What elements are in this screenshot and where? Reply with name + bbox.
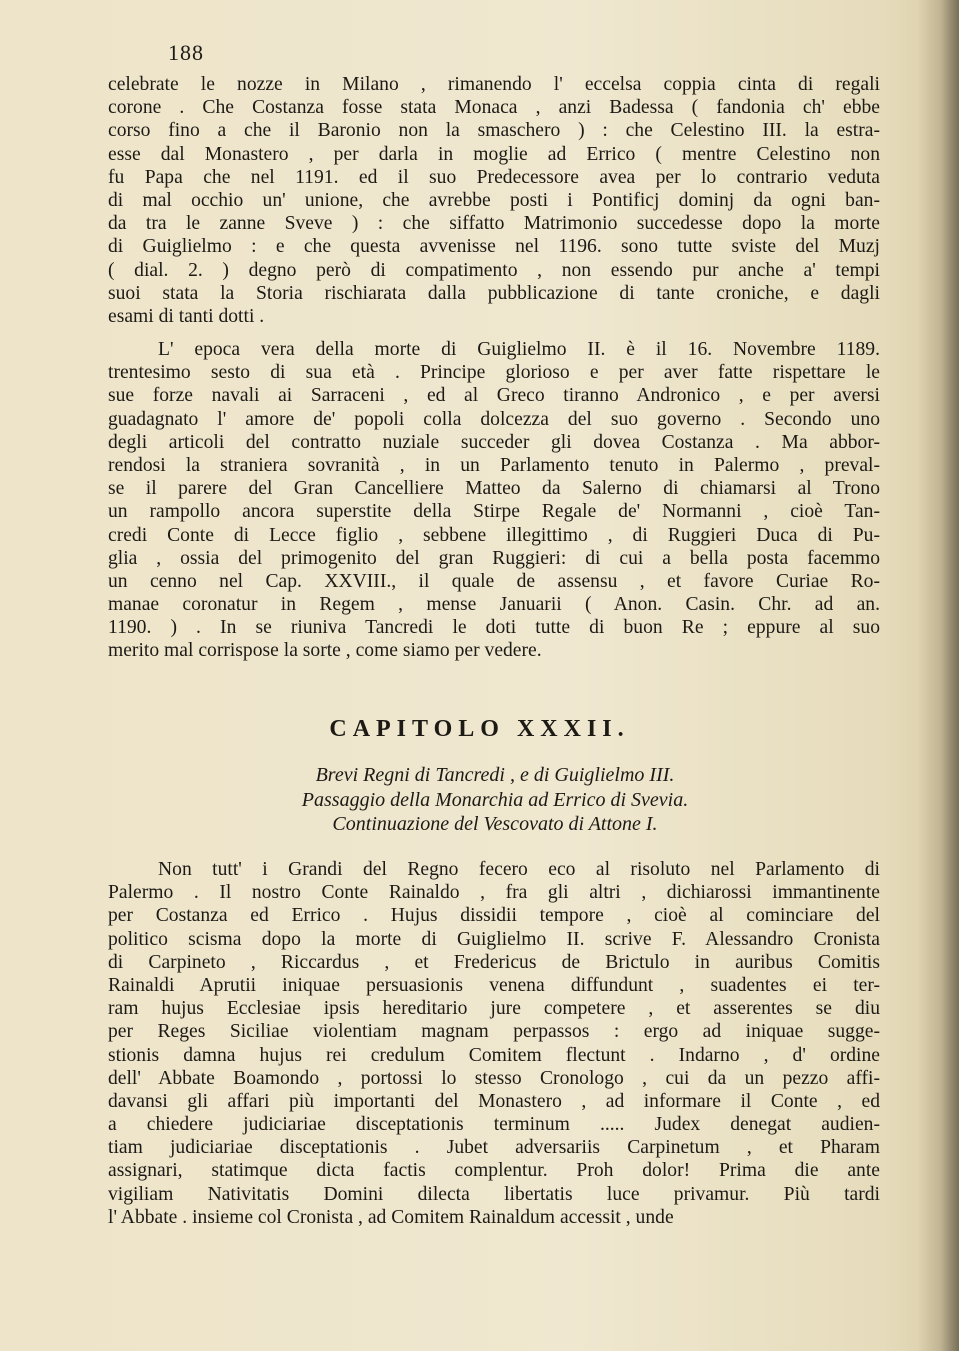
text-line: esse dal Monastero , per darla in moglie ad Errico ( mentre Celestino non <box>108 143 880 165</box>
text-line: trentesimo sesto di sua età . Principe glorioso e per aver fatte rispettare le <box>108 362 880 384</box>
subtitle-line: Brevi Regni di Tancredi , e di Guiglielmo III. <box>315 764 675 786</box>
text-line: suoi stata la Storia rischiarata dalla pubblicazione di tante croniche, e dagli <box>108 282 880 304</box>
page-number: 188 <box>168 40 204 65</box>
text-line: l' Abbate . insieme col Cronista , ad Comitem Rainaldum accessit , unde <box>108 1206 674 1228</box>
text-line: corone . Che Costanza fosse stata Monaca , anzi Badessa ( fandonia ch' ebbe <box>108 97 880 119</box>
text-line: di Carpineto , Riccardus , et Fredericus de Brictulo in auribus Comitis <box>108 951 880 973</box>
text-line: per Reges Siciliae violentiam magnam perpassos : ergo ad iniquae sugge- <box>108 1021 880 1043</box>
text-line: celebrate le nozze in Milano , rimanendo l' eccelsa coppia cinta di regali <box>108 74 880 95</box>
text-line: stionis damna hujus rei credulum Comitem flectunt . Indarno , d' ordine <box>108 1044 880 1066</box>
text-line: per Costanza ed Errico . Hujus dissidii tempore , cioè al cominciare del <box>108 905 880 927</box>
text-line: corso fino a che il Baronio non la smaschero ) : che Celestino III. la estra- <box>108 120 880 142</box>
text-line: 1190. ) . In se riuniva Tancredi le doti tutte di buon Re ; eppure al suo <box>108 617 880 639</box>
text-line: se il parere del Gran Cancelliere Matteo da Salerno di chiamarsi al Trono <box>108 478 880 500</box>
text-line: Rainaldi Aprutii iniquae persuasionis venena diffundunt , suadentes ei ter- <box>108 974 880 996</box>
text-line: da tra le zanne Sveve ) : che siffatto Matrimonio succedesse dopo la morte <box>108 213 880 235</box>
text-line: L' epoca vera della morte di Guiglielmo II. è il 16. Novembre 1189. <box>158 339 880 360</box>
text-line: rendosi la straniera sovranità , in un Parlamento tenuto in Palermo , preval- <box>108 454 880 476</box>
subtitle-line: Passaggio della Monarchia ad Errico di Svevia. <box>301 788 689 811</box>
text-line: degli articoli del contratto nuziale succeder gli dovea Costanza . Ma abbor- <box>108 431 880 453</box>
text-line: davansi gli affari più importanti del Monastero , ad informare il Conte , ed <box>108 1090 880 1112</box>
text-line: di mal occhio un' unione, che avrebbe posti i Pontificj dominj da ogni ban- <box>108 189 880 211</box>
text-line: tiam judiciariae disceptationis . Jubet adversariis Carpinetum , et Pharam <box>108 1137 880 1159</box>
text-line: assignari, statimque dicta factis complentur. Proh dolor! Prima die ante <box>108 1160 880 1182</box>
text-line: ram hujus Ecclesiae ipsis hereditario jure competere , et asserentes se diu <box>108 998 880 1020</box>
text-line: manae coronatur in Regem , mense Januarii ( Anon. Casin. Chr. ad an. <box>108 594 880 616</box>
text-line: glia , ossia del primogenito del gran Ruggieri: di cui a bella posta facemmo <box>108 547 880 569</box>
text-line: ( dial. 2. ) degno però di compatimento , non essendo pur anche a' tempi <box>108 259 880 281</box>
text-line: Non tutt' i Grandi del Regno fecero eco al risoluto nel Parlamento di <box>158 859 880 880</box>
text-line: fu Papa che nel 1191. ed il suo Predecessore avea per lo contrario veduta <box>108 166 880 188</box>
text-line: esami di tanti dotti . <box>108 305 265 327</box>
text-line: a chiedere judiciariae disceptationis terminum ..... Judex denegat audien- <box>108 1114 880 1136</box>
paragraph-3 <box>108 858 880 1229</box>
text-line: un cenno nel Cap. XXVIII., il quale de assensu , et favore Curiae Ro- <box>108 570 880 592</box>
chapter-title: CAPITOLO XXXII. <box>329 716 630 742</box>
text-line: politico scisma dopo la morte di Guiglielmo II. scrive F. Alessandro Cronista <box>108 928 880 950</box>
text-line: merito mal corrispose la sorte , come siamo per vedere. <box>108 640 542 662</box>
text-line: sue forze navali ai Sarraceni , ed al Greco tiranno Andronico , e per aversi <box>108 385 880 407</box>
paragraph-2 <box>108 338 880 663</box>
text-line: credi Conte di Lecce figlio , sebbene illegittimo , di Ruggieri Duca di Pu- <box>108 524 880 546</box>
paragraph-1 <box>108 73 880 328</box>
text-line: un rampollo ancora superstite della Stirpe Regale de' Normanni , cioè Tan- <box>108 501 880 523</box>
text-line: dell' Abbate Boamondo , portossi lo stesso Cronologo , cui da un pezzo affi- <box>108 1067 880 1089</box>
text-line: vigiliam Nativitatis Domini dilecta libertatis luce privamur. Più tardi <box>108 1183 880 1205</box>
text-line: di Guiglielmo : e che questa avvenisse nel 1196. sono tutte sviste del Muzj <box>108 236 880 258</box>
text-line: Palermo . Il nostro Conte Rainaldo , fra gli altri , dichiarossi immantinente <box>108 882 880 904</box>
page-gutter-shadow <box>917 0 959 1351</box>
chapter-subtitle <box>0 763 959 837</box>
text-line: guadagnato l' amore de' popoli colla dolcezza del suo governo . Secondo uno <box>108 408 880 430</box>
subtitle-line: Continuazione del Vescovato di Attone I. <box>332 813 658 835</box>
